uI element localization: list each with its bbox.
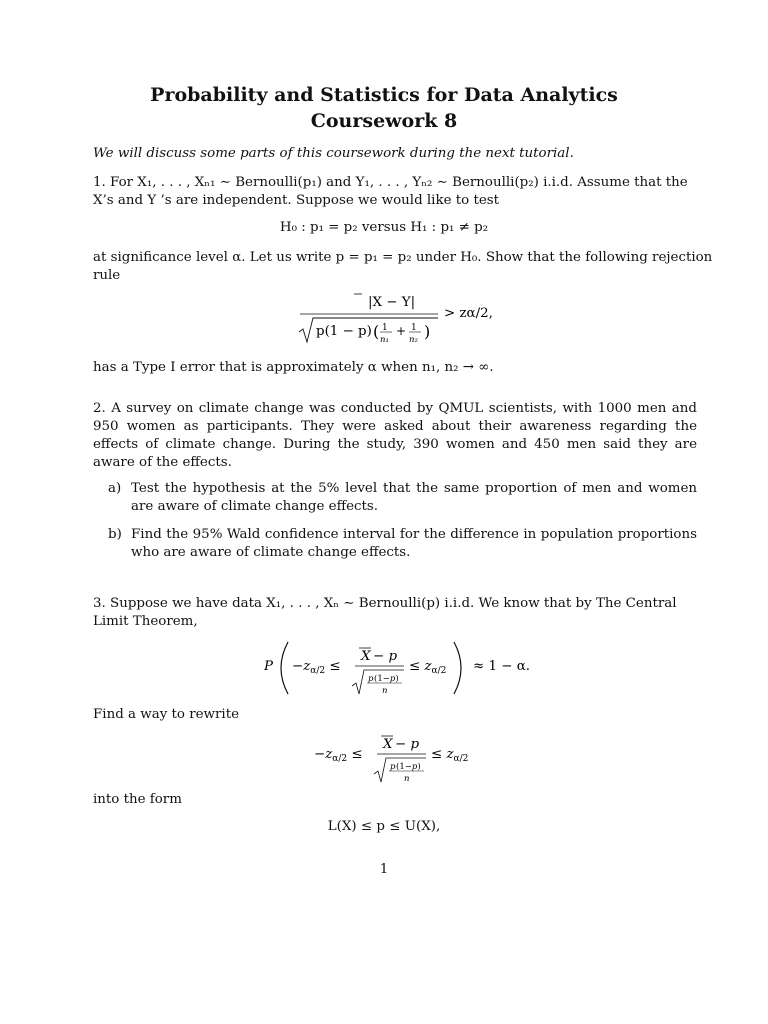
svg-text:≤ zα/2: ≤ $z_{\alpha/2}$ bbox=[409, 659, 447, 676]
svg-text:≤ zα/2: ≤ $z_{\alpha/2}$ bbox=[431, 747, 469, 764]
q2-part-b bbox=[108, 526, 697, 562]
svg-text:n: n bbox=[404, 774, 410, 784]
q1-frac-numerator: |X − Y| bbox=[368, 295, 416, 310]
q2-part-a bbox=[108, 480, 697, 516]
svg-text:1: 1 bbox=[382, 323, 388, 333]
q1-line-4: rule bbox=[93, 268, 121, 283]
svg-text:− p: − p bbox=[395, 737, 420, 752]
svg-text:n₁: n₁ bbox=[380, 335, 389, 345]
q2-paragraph: 2. A survey on climate change was conducted by QMUL scientists, with 1000 men and 950 women as participants. They were asked about their awareness regarding the effects of climate change. During the study, 390 women and 450 men said they are aware of the effects. bbox=[93, 401, 697, 470]
q1-hypothesis: H₀ : p₁ = p₂ versus H₁ : p₁ ≠ p₂ bbox=[279, 220, 489, 235]
q2-part-b-label: b) bbox=[108, 527, 122, 542]
svg-text:(1−p): (1−p) bbox=[396, 762, 421, 772]
svg-text:1: 1 bbox=[411, 323, 417, 333]
q1-rejection-rule bbox=[296, 288, 506, 348]
intro-note: We will discuss some parts of this coursework during the next tutorial. bbox=[93, 146, 574, 161]
q1-line-2: X’s and Y ’s are independent. Suppose we would like to test bbox=[93, 193, 500, 208]
q1-line-5: has a Type I error that is approximately α when n₁, n₂ → ∞. bbox=[93, 360, 494, 375]
q1-frac-denominator: p(1 − p) bbox=[316, 324, 372, 339]
svg-text:P: P bbox=[264, 659, 274, 674]
title-line-1: Probability and Statistics for Data Analytics bbox=[150, 84, 618, 106]
svg-text:p: p bbox=[368, 674, 374, 684]
svg-text:X: X bbox=[383, 737, 393, 752]
svg-text:− p: − p bbox=[373, 649, 398, 664]
q1-line-3: at significance level α. Let us write p = p₁ = p₂ under H₀. Show that the following rejection bbox=[93, 250, 713, 265]
q2-part-a-text: Test the hypothesis at the 5% level that the same proportion of men and women are aware of climate change effects. bbox=[131, 481, 697, 514]
title-line-2: Coursework 8 bbox=[310, 110, 458, 132]
q1-frac-rhs: > zα/2, bbox=[444, 306, 493, 321]
q3-eq1-rhs: ≈ 1 − α. bbox=[473, 659, 531, 674]
svg-text:n₂: n₂ bbox=[409, 335, 418, 345]
svg-text:p: p bbox=[390, 762, 396, 772]
svg-text:−zα/2 ≤: $-z_{\alpha/2}$ ≤ bbox=[292, 659, 341, 676]
q2-part-b-text: Find the 95% Wald confidence interval for the difference in population proportions who are aware of climate change effects. bbox=[131, 527, 697, 560]
q3-line-2: Limit Theorem, bbox=[93, 614, 198, 629]
q3-line-1: 3. Suppose we have data X₁, . . . , Xₙ ∼ Bernoulli(p) i.i.d. We know that by The Central bbox=[93, 596, 677, 611]
q3-rewrite-text: Find a way to rewrite bbox=[93, 707, 240, 722]
q3-clt-equation bbox=[258, 636, 538, 700]
svg-text:n: n bbox=[382, 686, 388, 696]
svg-text:(1−p): (1−p) bbox=[374, 674, 399, 684]
page-number: 1 bbox=[379, 862, 389, 877]
q3-final-form: L(X) ≤ p ≤ U(X), bbox=[327, 819, 441, 834]
svg-text:+: + bbox=[396, 324, 407, 338]
svg-text:(: ( bbox=[373, 322, 380, 341]
q3-into-text: into the form bbox=[93, 792, 182, 807]
svg-text:): ) bbox=[424, 322, 431, 341]
q3-inequality bbox=[310, 728, 490, 788]
svg-text:X: X bbox=[361, 649, 371, 664]
q2-part-a-label: a) bbox=[108, 481, 122, 496]
svg-text:−zα/2 ≤: $-z_{\alpha/2}$ ≤ bbox=[314, 747, 363, 764]
q1-line-1: 1. For X₁, . . . , Xₙ₁ ∼ Bernoulli(p₁) and Y₁, . . . , Yₙ₂ ∼ Bernoulli(p₂) i.i.d. Assume that the bbox=[93, 175, 688, 190]
